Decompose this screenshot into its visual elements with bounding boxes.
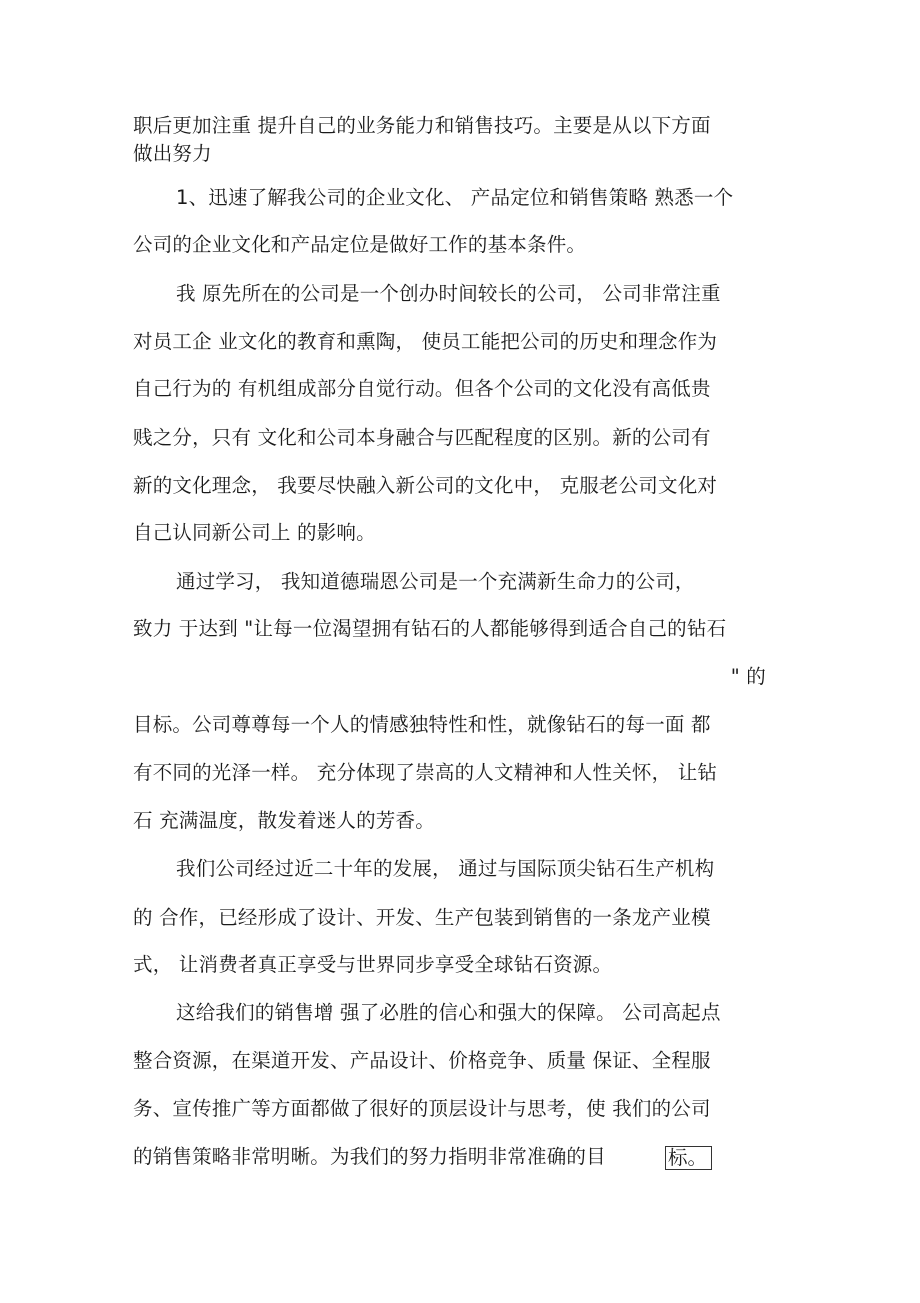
text-line: 职后更加注重 提升自己的业务能力和销售技巧。主要是从以下方面	[133, 114, 711, 137]
text-line: 有不同的光泽一样。 充分体现了崇高的人文精神和人性关怀， 让钻	[133, 761, 718, 784]
text-line: 务、宣传推广等方面都做了很好的顶层设计与思考，使 我们的公司	[133, 1097, 711, 1120]
text-line: 石 充满温度，散发着迷人的芳香。	[133, 809, 435, 832]
text-line: 式， 让消费者真正享受与世界同步享受全球钻石资源。	[133, 953, 613, 976]
text-line: 的销售策略非常明晰。为我们的努力指明非常准确的目	[133, 1145, 606, 1168]
text-line: 整合资源，在渠道开发、产品设计、价格竞争、质量 保证、全程服	[133, 1049, 711, 1072]
text-line: 自己行为的 有机组成部分自觉行动。但各个公司的文化没有高低贵	[133, 377, 711, 400]
text-line: 这给我们的销售增 强了必胜的信心和强大的保障。 公司高起点	[176, 1001, 721, 1024]
text-line: 1、迅速了解我公司的企业文化、 产品定位和销售策略 熟悉一个	[176, 186, 734, 209]
text-line: 对员工企 业文化的教育和熏陶， 使员工能把公司的历史和理念作为	[133, 330, 718, 353]
text-line: 致力 于达到 "让每一位渴望拥有钻石的人都能够得到适合自己的钻石	[133, 617, 727, 640]
text-line: 做出努力	[133, 142, 212, 165]
text-line: 我 原先所在的公司是一个创办时间较长的公司， 公司非常注重	[176, 282, 721, 305]
text-line: 新的文化理念， 我要尽快融入新公司的文化中， 克服老公司文化对	[133, 474, 718, 497]
text-line: 公司的企业文化和产品定位是做好工作的基本条件。	[133, 233, 587, 256]
text-line: 自己认同新公司上 的影响。	[133, 521, 376, 544]
text-line: 我们公司经过近二十年的发展， 通过与国际顶尖钻石生产机构	[176, 857, 715, 880]
text-line-fragment: " 的	[730, 665, 766, 688]
text-line: 目标。公司尊尊每一个人的情感独特性和性，就像钻石的每一面 都	[133, 713, 711, 736]
text-line: 贱之分，只有 文化和公司本身融合与匹配程度的区别。新的公司有	[133, 426, 711, 449]
text-line: 通过学习， 我知道德瑞恩公司是一个充满新生命力的公司，	[176, 570, 695, 593]
boxed-text: 标。	[665, 1146, 712, 1170]
text-line: 的 合作，已经形成了设计、开发、生产包装到销售的一条龙产业模	[133, 906, 711, 929]
